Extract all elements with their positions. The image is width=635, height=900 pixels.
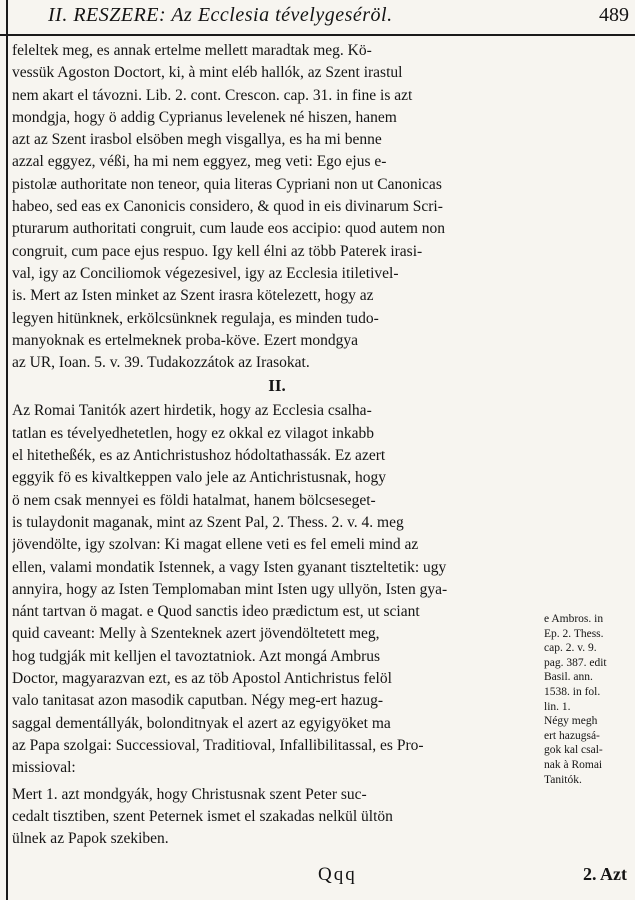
section-2-paragraph-2 [12,784,542,851]
text-line: jövendölte, igy szolvan: Ki magat ellene veti es fel emeli mind az [12,536,419,554]
margin-note-line: Basil. ann. [544,671,593,684]
text-line: missioval: [12,759,76,777]
text-line: manyoknak es ertelmeknek proba-köve. Ezert mondgya [12,331,359,349]
text-line: ö nem csak mennyei es földi hatalmat, hanem bölcseseget- [12,491,376,509]
margin-note-line: cap. 2. v. 9. [544,642,597,655]
running-header [0,0,635,36]
margin-note-line: Ep. 2. Thess. [544,627,604,640]
main-text-column [12,40,542,850]
margin-note-line: lin. 1. [544,700,571,713]
text-line: vessük Agoston Doctort, ki, à mint eléb hallók, az Szent irastul [12,64,403,82]
margin-note-line: nak à Romai [544,758,603,771]
text-line: mondgja, hogy ö addig Cyprianus levelenek né hiszen, hanem [12,108,397,126]
left-border-rule [6,0,8,900]
marginal-note [544,612,634,787]
text-line: valo tanitasat azon masodik caputban. Négy meg-ert hazug- [12,692,384,710]
text-line: cedalt tisztiben, szent Peternek ismet el szakadas nelkül ültön [12,807,393,825]
text-line: az Papa szolgai: Successioval, Traditioval, Infallibilitassal, es Pro- [12,736,424,754]
text-line: hog tudgják mit kelljen el tavoztatniok. Azt mongá Ambrus [12,647,381,665]
text-line: eggyik fö es kivaltkeppen valo jele az Antichristusnak, hogy [12,469,387,487]
text-line: val, igy az Conciliomok végezesivel, igy az Ecclesia itiletivel- [12,264,399,282]
page-number: 489 [599,4,629,26]
text-line: pturarum authoritati congruit, cum laude eos accipio: quod autem non [12,220,446,238]
text-line: az UR, Ioan. 5. v. 39. Tudakozzátok az Irasokat. [12,354,310,372]
text-line: habeo, sed eas ex Canonicis considero, & quod in eis divinarum Scri- [12,198,443,216]
text-line: feleltek meg, es annak ertelme mellett maradtak meg. Kö- [12,42,372,59]
text-line: congruit, cum pace ejus respuo. Igy kell élni az több Paterek irasi- [12,242,423,260]
margin-note-line: pag. 387. edit [544,656,607,669]
margin-note-line: gok kal csal- [544,744,603,757]
section-2-paragraph-1 [12,400,542,779]
text-line: azzal eggyez, véßi, ha mi nem eggyez, meg veti: Ego ejus e- [12,153,387,171]
text-line: Mert 1. azt mondgyák, hogy Christusnak szent Peter suc- [12,785,367,803]
running-title: II. RESZERE: Az Ecclesia tévelygeséröl. [48,4,393,26]
margin-note-line: ert hazugsá- [544,729,600,742]
margin-note-line: e Ambros. in [544,613,604,625]
text-line: quid caveant: Melly à Szenteknek azert jövendöltetett meg, [12,625,380,643]
text-line: legyen hitünknek, erkölcsünknek regulaja, es minden tudo- [12,309,379,327]
header-rule [8,34,540,36]
margin-note-line: Tanitók. [544,773,582,786]
text-line: azt az Szent irasbol elsöben megh visgallya, es ha mi benne [12,131,382,149]
text-line: ülnek az Papok szekiben. [12,830,169,848]
text-line: tatlan es tévelyedhetetlen, hogy ez okkal ez vilagot inkabb [12,424,374,442]
margin-note-line: Négy megh [544,715,598,728]
text-line: pistolæ authoritate non teneor, quia literas Cypriani non ut Canonicas [12,175,442,193]
text-line: nánt tartvan ö magat. e Quod sanctis ideo prædictum est, ut sciant [12,603,420,621]
section-1-paragraph [12,40,542,374]
catchword: 2. Azt [583,864,627,884]
margin-note-line: 1538. in fol. [544,685,601,698]
text-line: is. Mert az Isten minket az Szent irasra kötelezett, hogy az [12,287,374,305]
text-line: ellen, valami mondatik Istennek, a vagy Isten gyanant tiszteltetik: ugy [12,558,447,576]
text-line: is tulaydonit maganak, mint az Szent Pal, 2. Thess. 2. v. 4. meg [12,513,404,531]
signature-mark: Qqq [318,864,357,885]
text-line: el hitetheßék, es az Antichristushoz hódoltathassák. Ez azert [12,447,386,465]
section-number: II. [268,376,286,396]
text-line: nem akart el távozni. Lib. 2. cont. Crescon. cap. 31. in fine is azt [12,86,413,104]
text-line: annyira, hogy az Isten Templomaban mint Isten ugy ullyön, Isten gya- [12,580,448,598]
text-line: Doctor, magyarazvan ezt, es az töb Apostol Antichristus felöl [12,670,392,688]
text-line: Az Romai Tanitók azert hirdetik, hogy az Ecclesia csalha- [12,402,372,420]
text-line: saggal dementállyák, bolonditnyak el azert az egyigyöket ma [12,714,391,732]
